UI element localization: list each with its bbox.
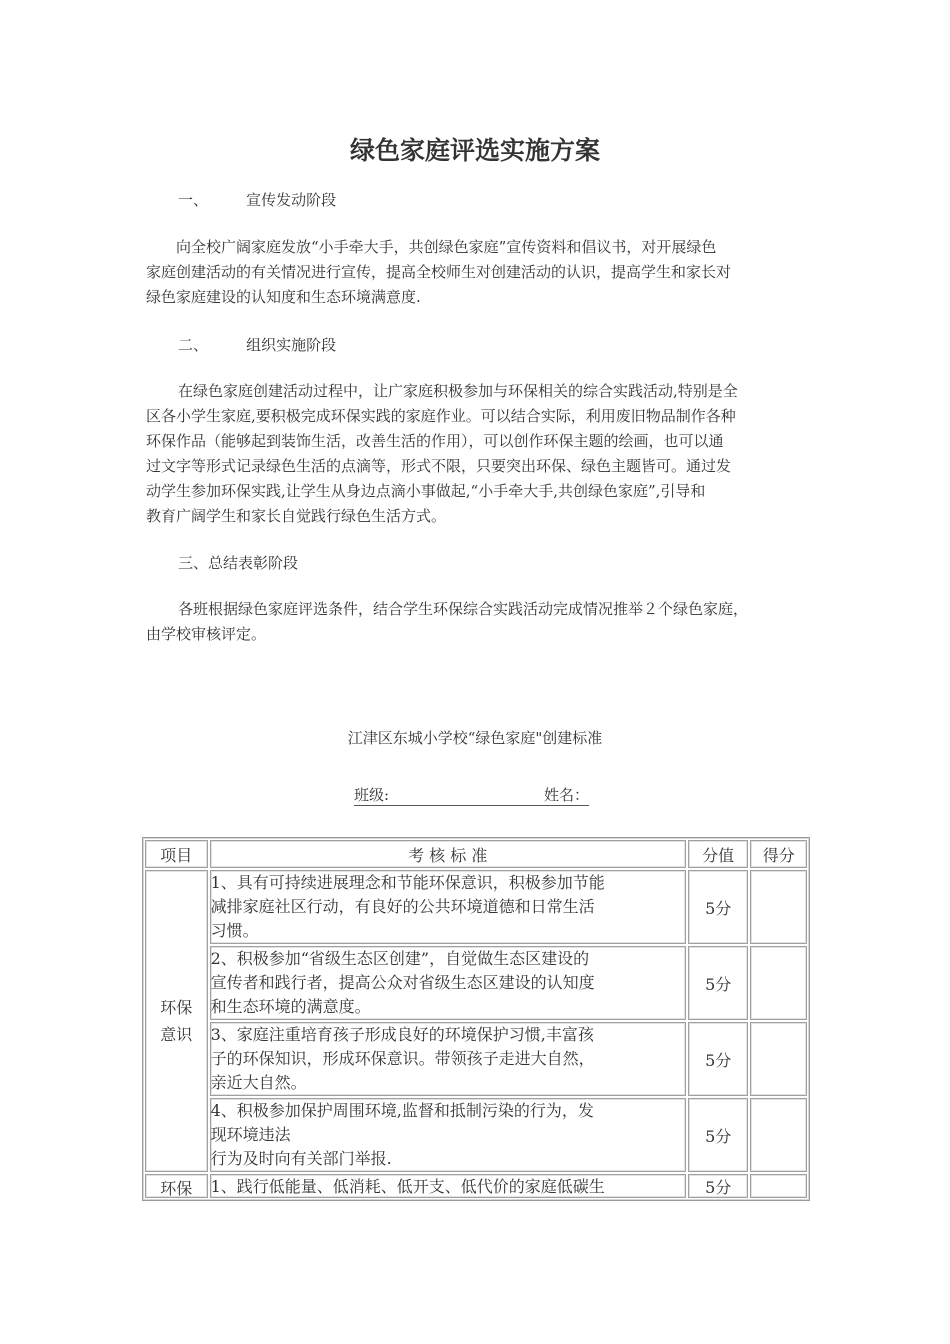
score-value: 5分 (688, 1098, 749, 1172)
paragraph-line: 绿色家庭建设的认知度和生态环境满意度. (146, 288, 421, 306)
criteria-line: 现环境违法 (210, 1125, 291, 1144)
criteria-cell (210, 870, 686, 944)
section-paragraph-1 (146, 235, 806, 310)
table-header-row (145, 840, 807, 868)
criteria-line: 2、积极参加“省级生态区创建”，自觉做生态区建设的 (210, 949, 590, 968)
paragraph-line: 动学生参加环保实践,让学生从身边点滴小事做起,“小手牵大手,共创绿色家庭”,引导和 (146, 482, 706, 500)
table-row (145, 1022, 807, 1096)
criteria-cell (210, 1098, 686, 1172)
group-label-text: 环保意识 (160, 998, 193, 1044)
paragraph-line: 各班根据绿色家庭评选条件，结合学生环保综合实践活动完成情况推举２个绿色家庭， (178, 600, 749, 618)
points-cell[interactable] (750, 1174, 807, 1198)
table-row (145, 870, 807, 944)
criteria-cell (210, 1022, 686, 1096)
criteria-cell (210, 946, 686, 1020)
section-heading-1: 一、 宣传发动阶段 (178, 191, 337, 209)
points-cell[interactable] (750, 870, 807, 944)
name-label: 姓名： (544, 786, 590, 804)
criteria-line: 亲近大自然。 (210, 1073, 307, 1092)
header-criteria: 考 核 标 准 (210, 840, 686, 868)
criteria-line: 1、践行低能量、低消耗、低开支、低代价的家庭低碳生 (210, 1177, 605, 1196)
section-paragraph-3 (146, 597, 806, 647)
group-label-text: 环保 (160, 1179, 193, 1197)
section-heading-3: 三、总结表彰阶段 (178, 554, 299, 572)
standard-table (142, 837, 810, 1201)
criteria-line: 行为及时向有关部门举报. (210, 1149, 392, 1168)
paragraph-line: 由学校审核评定。 (146, 625, 267, 643)
header-score: 分值 (688, 840, 749, 868)
score-value: 5分 (688, 1022, 749, 1096)
paragraph-line: 家庭创建活动的有关情况进行宣传，提高全校师生对创建活动的认识，提高学生和家长对 (146, 263, 732, 281)
table-row (145, 1174, 807, 1198)
document-title: 绿色家庭评选实施方案 (349, 136, 600, 165)
score-value (688, 1174, 749, 1198)
group-label-env-awareness (145, 870, 208, 1172)
criteria-line: 和生态环境的满意度。 (210, 997, 371, 1016)
criteria-cell (210, 1174, 686, 1198)
criteria-line: 宣传者和践行者，提高公众对省级生态区建设的认知度 (210, 973, 595, 992)
criteria-line: 习惯。 (210, 921, 259, 940)
criteria-line: 减排家庭社区行动，有良好的公共环境道德和日常生活 (210, 897, 595, 916)
header-points: 得分 (750, 840, 807, 868)
points-cell[interactable] (750, 1022, 807, 1096)
section-paragraph-2 (146, 379, 806, 529)
criteria-line: 子的环保知识，形成环保意识。带领孩子走进大自然， (210, 1049, 595, 1068)
standard-title: 江津区东城小学校“绿色家庭"创建标准 (347, 729, 603, 747)
group-label-env (145, 1174, 208, 1198)
score-value: 5分 (688, 946, 749, 1020)
score-text: 5分 (705, 1178, 732, 1197)
table-row (145, 1098, 807, 1172)
paragraph-line: 在绿色家庭创建活动过程中，让广家庭积极参加与环保相关的综合实践活动,特别是全 (178, 382, 738, 400)
criteria-line: 3、家庭注重培育孩子形成良好的环境保护习惯,丰富孩 (210, 1025, 594, 1044)
paragraph-line: 环保作品（能够起到装饰生活，改善生活的作用），可以创作环保主题的绘画，也可以通 (146, 432, 724, 450)
class-label: 班级: (354, 784, 544, 806)
criteria-line: 4、积极参加保护周围环境,监督和抵制污染的行为，发 (210, 1101, 594, 1120)
score-value: 5分 (688, 870, 749, 944)
criteria-line: 1、具有可持续进展理念和节能环保意识，积极参加节能 (210, 873, 605, 892)
paragraph-line: 教育广阔学生和家长自觉践行绿色生活方式。 (146, 507, 447, 525)
section-heading-2: 二、 组织实施阶段 (178, 336, 337, 354)
points-cell[interactable] (750, 1098, 807, 1172)
table-row (145, 946, 807, 1020)
class-name-line (354, 784, 589, 806)
paragraph-line: 过文字等形式记录绿色生活的点滴等，形式不限，只要突出环保、绿色主题皆可。通过发 (146, 457, 732, 475)
paragraph-line: 向全校广阔家庭发放“小手牵大手，共创绿色家庭”宣传资料和倡议书，对开展绿色 (176, 238, 717, 256)
points-cell[interactable] (750, 946, 807, 1020)
header-item: 项目 (145, 840, 208, 868)
paragraph-line: 区各小学生家庭,要积极完成环保实践的家庭作业。可以结合实际，利用废旧物品制作各种 (146, 407, 736, 425)
